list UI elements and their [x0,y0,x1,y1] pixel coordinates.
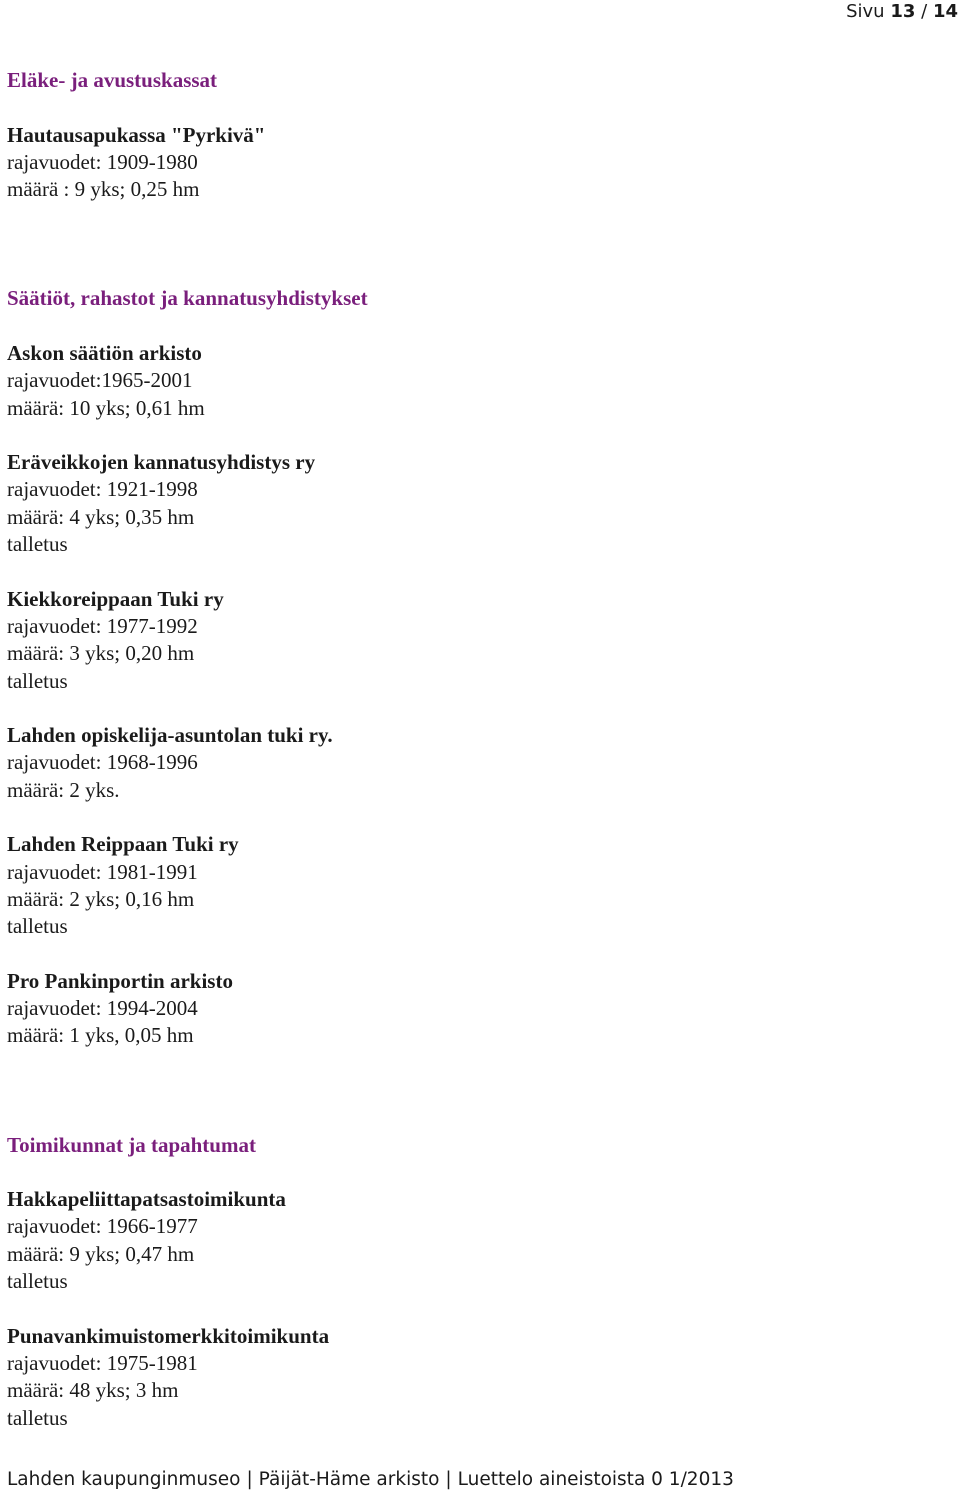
section-title: Toimikunnat ja tapahtumat [7,1132,256,1157]
entry-amount: määrä: 48 yks; 3 hm [7,1378,179,1403]
entry-amount: määrä : 9 yks; 0,25 hm [7,177,200,202]
archive-entry [7,586,947,695]
entry-years: rajavuodet: 1966-1977 [7,1214,198,1239]
archive-entry [7,122,947,204]
entry-years: rajavuodet: 1994-2004 [7,996,198,1021]
archive-entry [7,1323,947,1432]
footer-separator: | [246,1469,253,1490]
entry-years: rajavuodet: 1975-1981 [7,1350,198,1375]
archive-entry [7,449,947,558]
entry-deposit: talletus [7,1269,68,1294]
entry-amount: määrä: 9 yks; 0,47 hm [7,1241,195,1266]
archive-entry [7,968,947,1050]
entry-title: Kiekkoreippaan Tuki ry [7,586,224,611]
entry-title: Lahden opiskelija-asuntolan tuki ry. [7,723,333,748]
entry-amount: määrä: 3 yks; 0,20 hm [7,641,195,666]
entry-deposit: talletus [7,668,68,693]
entry-title: Eräveikkojen kannatusyhdistys ry [7,450,316,475]
entry-deposit: talletus [7,914,68,939]
section-spacer [7,1077,947,1132]
archive-entry [7,1186,947,1295]
section-title: Eläke- ja avustuskassat [7,68,218,92]
entry-title: Lahden Reippaan Tuki ry [7,832,239,857]
entry-years: rajavuodet: 1981-1991 [7,859,198,884]
entry-years: rajavuodet: 1909-1980 [7,149,198,174]
entry-amount: määrä: 2 yks. [7,777,120,802]
archive-entry [7,340,947,422]
entry-title: Askon säätiön arkisto [7,340,202,365]
archive-entry [7,722,947,804]
section-pension-funds [7,67,947,203]
entry-years: rajavuodet: 1921-1998 [7,477,198,502]
page-number [846,0,958,24]
entry-deposit: talletus [7,1405,68,1430]
section-committees [7,1132,947,1432]
section-foundations [7,285,947,1049]
entry-amount: määrä: 2 yks; 0,16 hm [7,886,195,911]
page-total: 14 [932,1,958,22]
page-current: 13 [890,1,916,22]
entry-title: Punavankimuistomerkkitoimikunta [7,1323,330,1348]
entry-title: Hautausapukassa "Pyrkivä" [7,122,266,147]
archive-entry [7,831,947,940]
entry-deposit: talletus [7,532,68,557]
page-footer [7,1467,734,1493]
entry-years: rajavuodet: 1977-1992 [7,613,198,638]
section-spacer [7,231,947,286]
entry-years: rajavuodet:1965-2001 [7,368,193,393]
entry-years: rajavuodet: 1968-1996 [7,750,198,775]
entry-title: Hakkapeliittapatsastoimikunta [7,1187,286,1212]
footer-separator: | [445,1469,452,1490]
entry-amount: määrä: 10 yks; 0,61 hm [7,395,205,420]
entry-amount: määrä: 1 yks, 0,05 hm [7,1023,194,1048]
page-prefix: Sivu [846,1,885,22]
entry-title: Pro Pankinportin arkisto [7,968,233,993]
footer-org: Lahden kaupunginmuseo [7,1469,241,1490]
page-separator: / [921,1,928,22]
entry-amount: määrä: 4 yks; 0,35 hm [7,504,195,529]
document-body [7,67,947,1459]
footer-catalog: Luettelo aineistoista 0 1/2013 [457,1469,734,1490]
footer-archive: Päijät-Häme arkisto [258,1469,440,1490]
section-title: Säätiöt, rahastot ja kannatusyhdistykset [7,286,368,311]
